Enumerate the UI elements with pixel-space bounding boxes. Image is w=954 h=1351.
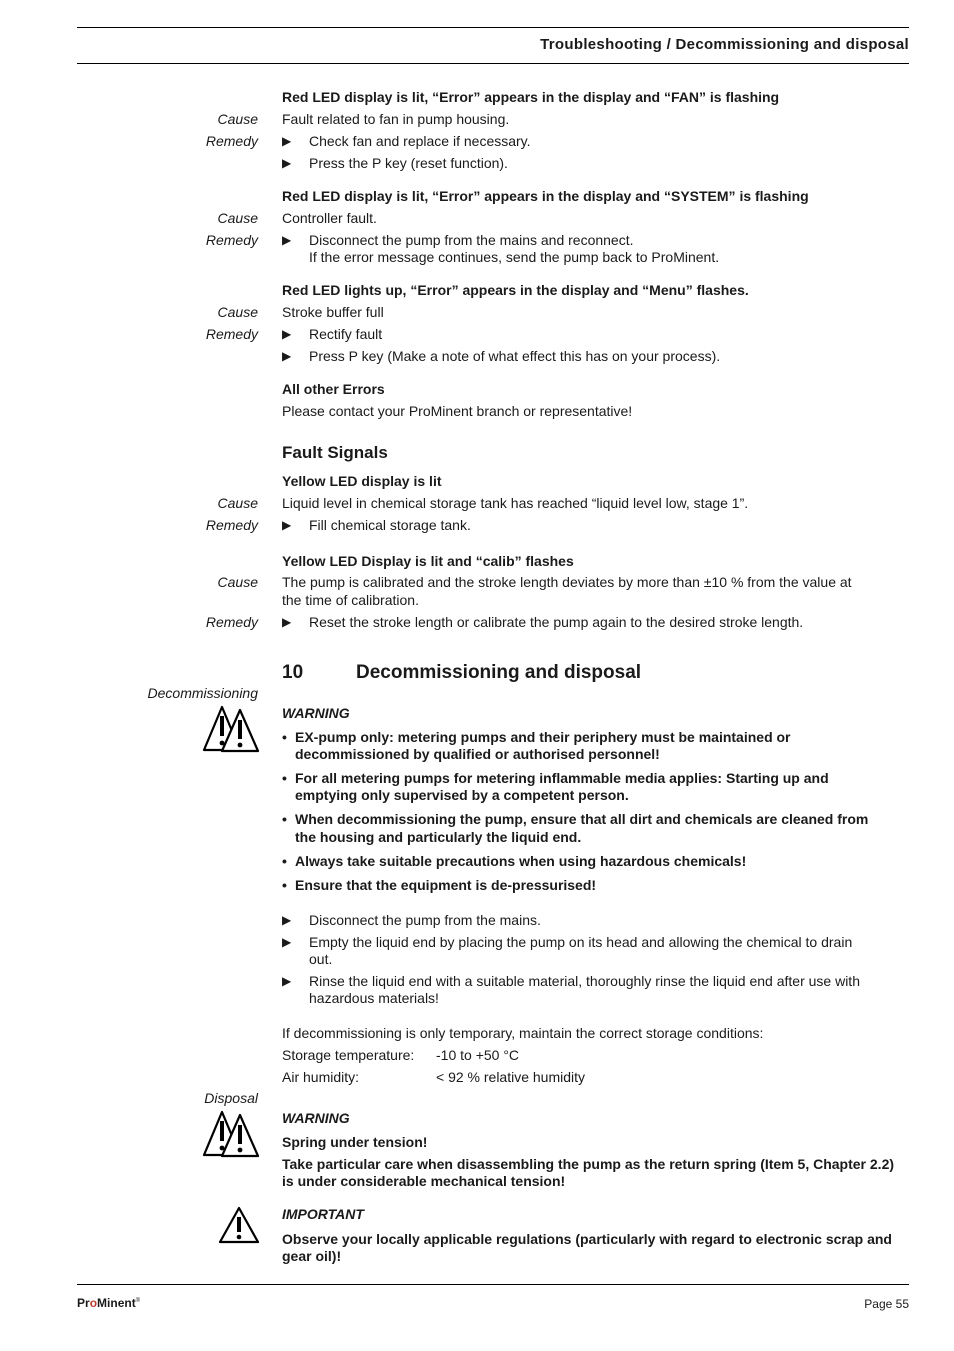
error-menu-heading: Red LED lights up, “Error” appears in the display and “Menu” flashes. xyxy=(282,282,749,298)
bullet-dot: • xyxy=(282,877,287,893)
arrow-bullet: ▶ xyxy=(282,935,292,949)
remedy-label: Remedy xyxy=(205,517,258,533)
decommissioning-label: Decommissioning xyxy=(147,685,258,701)
calib-cause-1: The pump is calibrated and the stroke length deviates by more than ±10 % from the value at xyxy=(282,574,852,590)
header-top-rule xyxy=(77,27,909,28)
bullet-dot: • xyxy=(282,770,287,786)
storage-temp-value: -10 to +50 °C xyxy=(436,1047,520,1063)
remedy-label: Remedy xyxy=(205,232,258,248)
step-3-line-1: Rinse the liquid end with a suitable material, thoroughly rinse the liquid end after use with xyxy=(309,973,860,989)
warning-3-line-1: When decommissioning the pump, ensure that all dirt and chemicals are cleaned from xyxy=(295,811,869,827)
humidity-value: < 92 % relative humidity xyxy=(436,1069,586,1085)
yellow-led-heading: Yellow LED display is lit xyxy=(282,473,442,489)
step-2-line-2: out. xyxy=(309,951,333,967)
other-errors-text: Please contact your ProMinent branch or representative! xyxy=(282,403,633,419)
important-label: IMPORTANT xyxy=(282,1206,364,1222)
header-bottom-rule xyxy=(77,63,909,64)
remedy-label: Remedy xyxy=(205,133,258,149)
spring-under-tension: Spring under tension! xyxy=(282,1134,428,1150)
section-number: 10 xyxy=(282,662,304,683)
fault-signals-title: Fault Signals xyxy=(282,443,388,462)
cause-label: Cause xyxy=(217,495,258,511)
section-title: Decommissioning and disposal xyxy=(356,662,642,683)
error-fan-heading: Red LED display is lit, “Error” appears in the display and “FAN” is flashing xyxy=(282,89,780,105)
page-number: Page 55 xyxy=(864,1297,909,1311)
other-errors-heading: All other Errors xyxy=(282,381,385,397)
error-system-cause: Controller fault. xyxy=(282,210,377,226)
warning-1-line-1: EX-pump only: metering pumps and their periphery must be maintained or xyxy=(295,729,791,745)
error-fan-cause: Fault related to fan in pump housing. xyxy=(282,111,510,127)
disposal-label: Disposal xyxy=(204,1090,258,1106)
warning-4: Always take suitable precautions when using hazardous chemicals! xyxy=(295,853,747,869)
double-warning-triangle-icon xyxy=(202,704,260,754)
humidity-label: Air humidity: xyxy=(282,1069,360,1085)
cause-label: Cause xyxy=(217,304,258,320)
yellow-led-cause: Liquid level in chemical storage tank has reached “liquid level low, stage 1”. xyxy=(282,495,749,511)
error-fan-remedy-1: Check fan and replace if necessary. xyxy=(309,133,531,149)
arrow-bullet: ▶ xyxy=(282,913,292,927)
warning-triangle-icon xyxy=(218,1205,260,1245)
warning-1-line-2: decommissioned by qualified or authorised personnel! xyxy=(295,746,660,762)
arrow-bullet: ▶ xyxy=(282,156,292,170)
error-menu-remedy-1: Rectify fault xyxy=(309,326,383,342)
bullet-dot: • xyxy=(282,853,287,869)
yellow-led-remedy: Fill chemical storage tank. xyxy=(309,517,471,533)
arrow-bullet: ▶ xyxy=(282,134,292,148)
warning-label: WARNING xyxy=(282,705,350,721)
bullet-dot: • xyxy=(282,811,287,827)
arrow-bullet: ▶ xyxy=(282,349,292,363)
calib-cause-2: the time of calibration. xyxy=(282,592,419,608)
cause-label: Cause xyxy=(217,574,258,590)
storage-intro: If decommissioning is only temporary, maintain the correct storage conditions: xyxy=(282,1025,764,1041)
care-line-1: Take particular care when disassembling the pump as the return spring (Item 5, Chapter 2.2) xyxy=(282,1156,895,1172)
error-menu-cause: Stroke buffer full xyxy=(282,304,384,320)
step-1: Disconnect the pump from the mains. xyxy=(309,912,541,928)
error-fan-remedy-2: Press the P key (reset function). xyxy=(309,155,508,171)
double-warning-triangle-icon xyxy=(202,1109,260,1159)
bullet-dot: • xyxy=(282,729,287,745)
calib-remedy: Reset the stroke length or calibrate the pump again to the desired stroke length. xyxy=(309,614,804,630)
step-2-line-1: Empty the liquid end by placing the pump on its head and allowing the chemical to drain xyxy=(309,934,853,950)
arrow-bullet: ▶ xyxy=(282,518,292,532)
observe-line-1: Observe your locally applicable regulations (particularly with regard to electronic scrap and xyxy=(282,1231,892,1247)
warning-2-line-2: emptying only supervised by a competent person. xyxy=(295,787,629,803)
arrow-bullet: ▶ xyxy=(282,615,292,629)
arrow-bullet: ▶ xyxy=(282,327,292,341)
warning-3-line-2: the housing and particularly the liquid end. xyxy=(295,829,582,845)
care-line-2: is under considerable mechanical tension! xyxy=(282,1173,566,1189)
footer-rule xyxy=(77,1284,909,1285)
error-menu-remedy-2: Press P key (Make a note of what effect this has on your process). xyxy=(309,348,721,364)
warning-5: Ensure that the equipment is de-pressurised! xyxy=(295,877,597,893)
remedy-label: Remedy xyxy=(205,326,258,342)
cause-label: Cause xyxy=(217,111,258,127)
warning-2-line-1: For all metering pumps for metering inflammable media applies: Starting up and xyxy=(295,770,829,786)
header-title: Troubleshooting / Decommissioning and disposal xyxy=(540,36,909,53)
arrow-bullet: ▶ xyxy=(282,974,292,988)
step-3-line-2: hazardous materials! xyxy=(309,990,439,1006)
observe-line-2: gear oil)! xyxy=(282,1248,342,1264)
remedy-label: Remedy xyxy=(205,614,258,630)
error-system-remedy-1: Disconnect the pump from the mains and reconnect. xyxy=(309,232,634,248)
cause-label: Cause xyxy=(217,210,258,226)
disposal-warning-label: WARNING xyxy=(282,1110,350,1126)
arrow-bullet: ▶ xyxy=(282,233,292,247)
calib-heading: Yellow LED Display is lit and “calib” flashes xyxy=(282,553,574,569)
prominent-logo: ProMinent® xyxy=(77,1296,141,1310)
error-system-remedy-1b: If the error message continues, send the pump back to ProMinent. xyxy=(309,249,720,265)
error-system-heading: Red LED display is lit, “Error” appears in the display and “SYSTEM” is flashing xyxy=(282,188,809,204)
storage-temp-label: Storage temperature: xyxy=(282,1047,415,1063)
